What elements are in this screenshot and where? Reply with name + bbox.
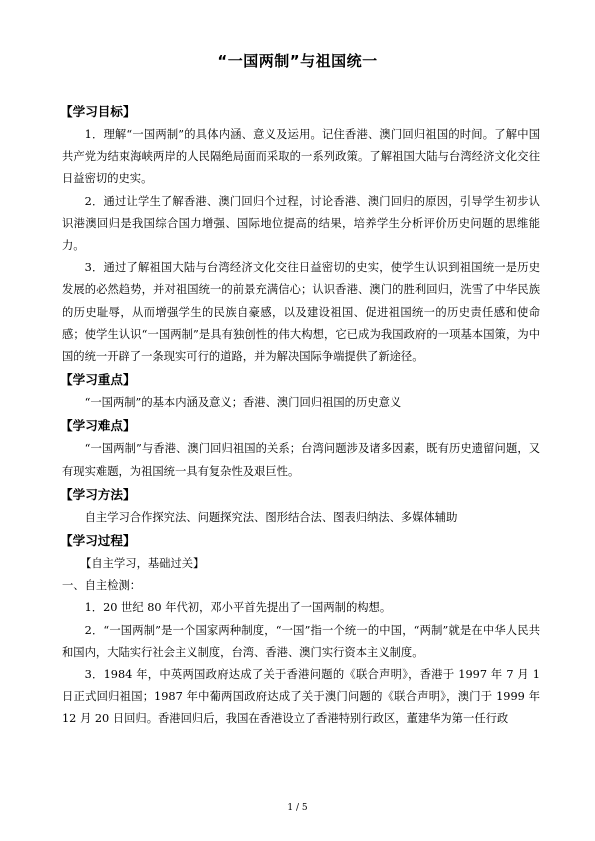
section-heading-goals: 【学习目标】 xyxy=(60,104,136,119)
process-item-3: 3．1984 年，中英两国政府达成了关于香港问题的《联合声明》，香港于 1997 年 7 月 1 日正式回归祖国；1987 年中葡两国政府达成了关于澳门问题的《联合声明》，澳门于 1999 年 12 月 20 日回归。香港回归后，我国在香港设立了香港特别行政区，董建华为第一任行政 xyxy=(62,668,540,726)
methods-text: 自主学习合作探究法、问题探究法、图形结合法、图表归纳法、多媒体辅助 xyxy=(84,510,458,524)
difficulties-text: “一国两制”与香港、澳门回归祖国的关系；台湾问题涉及诸多因素，既有历史遗留问题，又有现实难题，为祖国统一具有复杂性及艰巨性。 xyxy=(62,442,540,478)
key-points-text: “一国两制”的基本内涵及意义；香港、澳门回归祖国的历史意义 xyxy=(84,396,402,410)
document-body xyxy=(62,100,540,731)
section-heading-methods: 【学习方法】 xyxy=(60,486,136,502)
process-item-2: 2．“一国两制”是一个国家两种制度，“一国”指一个统一的中国，“两制”就是在中华人民共和国内，大陆实行社会主义制度，台湾、香港、澳门实行资本主义制度。 xyxy=(62,623,540,659)
section-heading-process: 【学习过程】 xyxy=(60,533,136,549)
document-title: “一国两制”与祖国统一 xyxy=(217,52,378,70)
section-heading-key-points: 【学习重点】 xyxy=(60,372,136,388)
goal-paragraph-1: 1．理解“一国两制”的具体内涵、意义及运用。记住香港、澳门回归祖国的时间。了解中国共产党为结束海峡两岸的人民隔绝局面而采取的一系列政策。了解祖国大陆与台湾经济文化交往日益密切的史实。 xyxy=(62,128,540,186)
process-part-label: 一、自主检测： xyxy=(62,579,142,593)
process-item-1: 1．20 世纪 80 年代初，邓小平首先提出了一国两制的构想。 xyxy=(84,601,392,615)
goal-paragraph-3: 3．通过了解祖国大陆与台湾经济文化交往日益密切的史实，使学生认识到祖国统一是历史发展的必然趋势，并对祖国统一的前景充满信心；认识香港、澳门的胜利回归，洗雪了中华民族的历史耻辱，从而增强学生的民族自豪感，以及建设祖国、促进祖国统一的历史责任感和使命感；使学生认识“一国两制”是具有独创性的伟大构想，它已成为我国政府的一项基本国策，为中国的统一开辟了一条现实可行的道路，并为解决国际争端提供了新途径。 xyxy=(62,261,540,364)
goal-paragraph-2: 2．通过让学生了解香港、澳门回归个过程，讨论香港、澳门回归的原因，引导学生初步认识港澳回归是我国综合国力增强、国际地位提高的结果，培养学生分析评价历史问题的思维能力。 xyxy=(62,194,540,253)
process-subheading: 【自主学习，基础过关】 xyxy=(80,557,205,571)
section-heading-difficulties: 【学习难点】 xyxy=(60,418,136,434)
page-indicator: 1 / 5 xyxy=(287,803,308,813)
